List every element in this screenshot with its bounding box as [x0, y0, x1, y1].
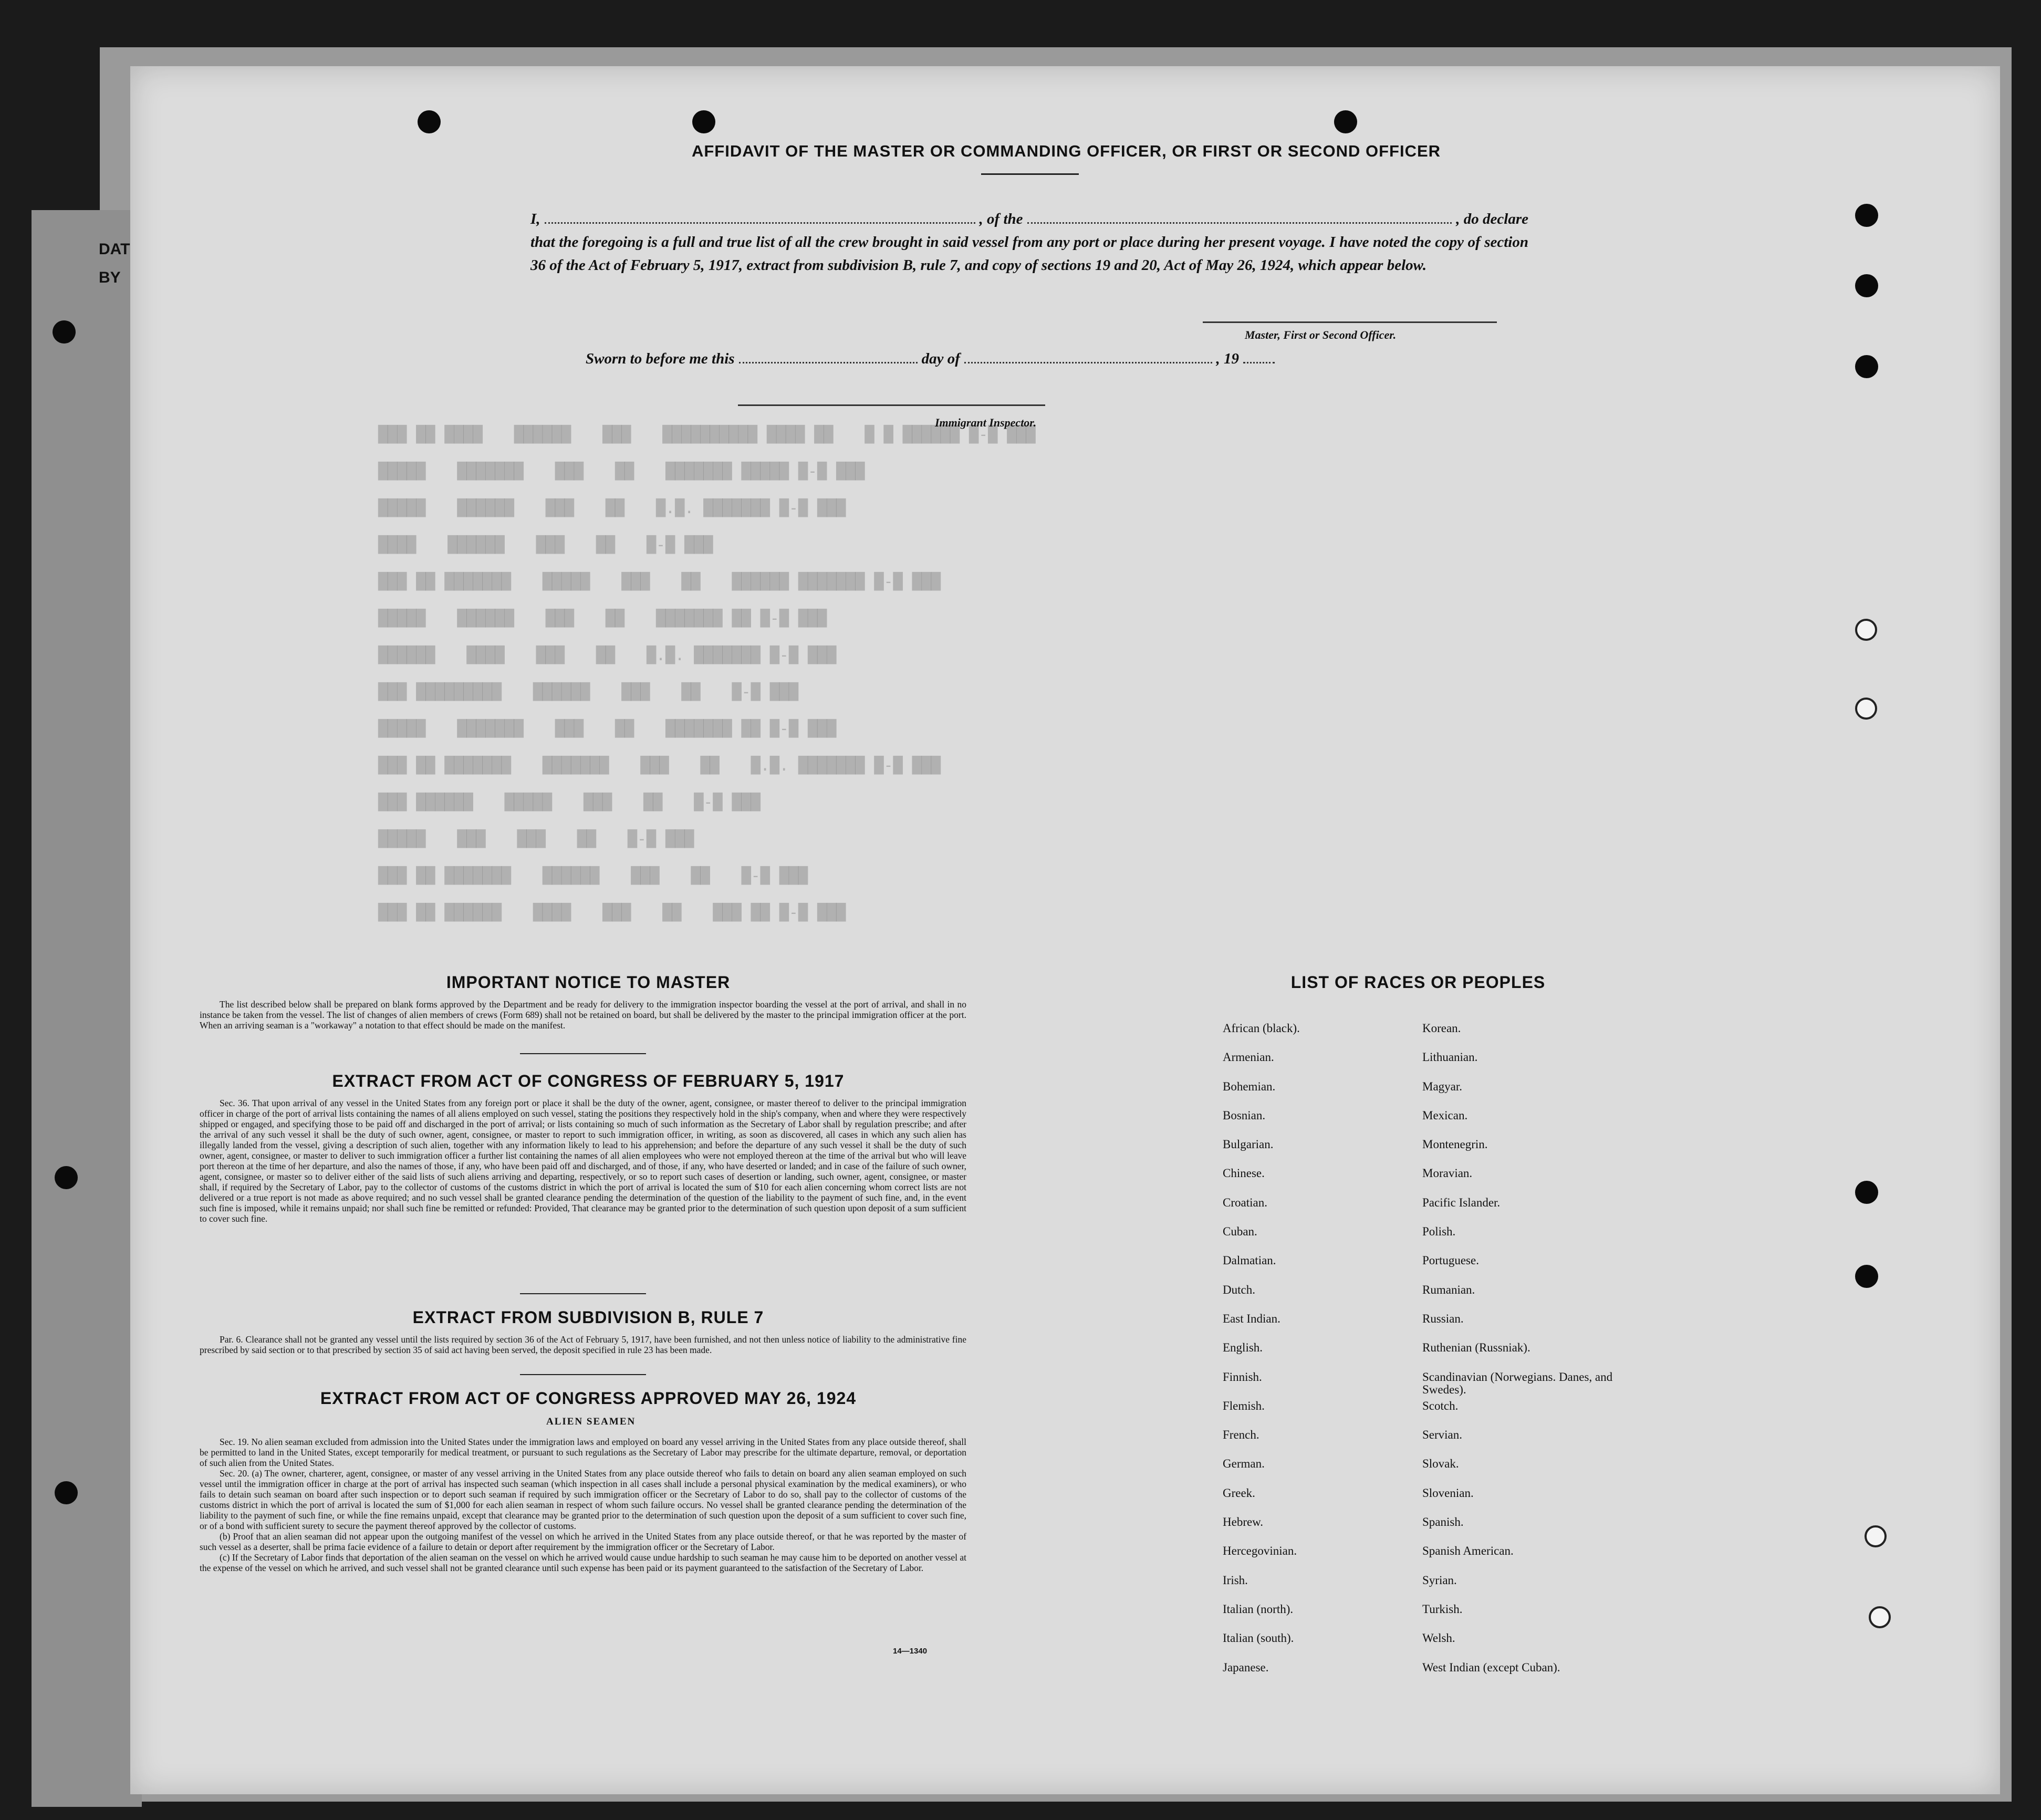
- race-item: Portuguese.: [1422, 1254, 1479, 1267]
- sworn-day-field[interactable]: [739, 349, 918, 363]
- race-item: Irish.: [1223, 1573, 1248, 1587]
- punch-hole: [1855, 1265, 1878, 1288]
- race-item: Finnish.: [1223, 1370, 1262, 1384]
- race-item: Bosnian.: [1223, 1108, 1266, 1122]
- declarant-name-field[interactable]: [545, 210, 975, 224]
- punch-hole: [1855, 1181, 1878, 1204]
- title-underline: [981, 173, 1079, 175]
- race-item: Korean.: [1422, 1022, 1461, 1035]
- divider: [520, 1053, 646, 1054]
- rule7-body: [200, 1334, 966, 1355]
- rule7-text: Par. 6. Clearance shall not be granted any vessel until the lists required by section 36 of the Act of February 5, 1917, have been furnished, and not then unless notice of liability to the administrative fine prescribed by said section or to that prescribed by section 35 of said act having been served, the deposit specified in rule 23 has been made.: [200, 1334, 966, 1355]
- sworn-year-label: , 19: [1216, 350, 1239, 367]
- race-item: Japanese.: [1223, 1660, 1269, 1674]
- race-item: German.: [1223, 1457, 1265, 1471]
- sec20c-text: (c) If the Secretary of Labor finds that deportation of the alien seaman on the vessel on which he arrived would cause undue hardship to such seaman he may cause him to be deported on another vessel at the expense of the vessel on which he arrived, and such vessel shall not be granted clearance until such expense has been paid or its payment guaranteed to the satisfaction of the Secretary of Labor.: [200, 1552, 966, 1573]
- race-item: Italian (south).: [1223, 1631, 1294, 1645]
- race-item: Greek.: [1223, 1486, 1255, 1500]
- race-item: Turkish.: [1422, 1602, 1463, 1616]
- notice-title: IMPORTANT NOTICE TO MASTER: [446, 973, 731, 992]
- sec19-text: Sec. 19. No alien seaman excluded from admission into the United States under the immigration laws and employed on board any vessel arriving in the United States from any place outside thereof, shall be permitted to land in the United States, except temporarily for medical treatment, or pursuant to such regulations as the Secretary of Labor may prescribe for the ultimate departure, removal, or deportation of such alien from the United States.: [200, 1437, 966, 1468]
- race-item: Magyar.: [1422, 1079, 1463, 1093]
- rule7-title: EXTRACT FROM SUBDIVISION B, RULE 7: [412, 1308, 764, 1327]
- sec36-text: Sec. 36. That upon arrival of any vessel in the United States from any foreign port or place it shall be the duty of the owner, agent, consignee, or master thereof to deliver to the principal immigration officer in charge of the port of arrival lists containing the names of all aliens employed on such vessel, stating the positions they respectively hold in the ship's company, when and where they were respectively shipped or engaged, and specifying those to be paid off and discharged in the port of arrival; or lists containing so much of such information as the Secretary of Labor shall by regulation prescribe; and after the arrival of any such vessel it shall be the duty of such owner, agent, consignee, or master to report to such immigration officer, in writing, as soon as discovered, all cases in which any such alien has illegally landed from the vessel, giving a description of such alien, together with any information likely to lead to his apprehension; and before the departure of any such vessel it shall be the duty of such owner, agent, consignee, or master to deliver to such immigration officer a further list containing the names of all alien employees who were not employed thereon at the time of the arrival but who will leave port thereon at the time of her departure, and also the names of those, if any, who have been paid off and discharged, and of those, if any, who have deserted or landed; and in case of the failure of such owner, agent, consignee, or master so to deliver either of the said lists of such aliens arriving and departing, respectively, or so to report such cases of desertion or landing, such owner, agent, consignee, or master shall, if required by the Secretary of Labor, pay to the collector of customs of the customs district in which the port of arrival is located the sum of $10 for each alien concerning whom correct lists are not delivered or a true report is not made as above required; and no such vessel shall be granted clearance pending the determination of the question of the liability to the payment of such fine, and, in the event such fine is imposed, while it remains unpaid; nor shall such fine be remitted or refunded: Provided, That clearance may be granted prior to the determination of such question upon deposit of a sum sufficient to cover such fine.: [200, 1098, 966, 1224]
- divider: [520, 1374, 646, 1375]
- race-item: East Indian.: [1223, 1312, 1280, 1325]
- reinforced-hole: [1869, 1606, 1891, 1628]
- race-item: Chinese.: [1223, 1167, 1265, 1180]
- punch-hole: [692, 110, 715, 133]
- reinforced-hole: [1865, 1525, 1887, 1547]
- race-item: Ruthenian (Russniak).: [1422, 1341, 1530, 1355]
- race-item: Russian.: [1422, 1312, 1464, 1325]
- vessel-name-field[interactable]: [1027, 210, 1452, 224]
- affidavit-body: [530, 207, 1528, 277]
- punch-hole: [1334, 110, 1357, 133]
- extract-1917-body: [200, 1098, 966, 1224]
- race-item: Lithuanian.: [1422, 1051, 1478, 1064]
- adjacent-page-label: DAT: [99, 241, 130, 258]
- race-item: Bohemian.: [1223, 1079, 1276, 1093]
- sec20b-text: (b) Proof that an alien seaman did not appear upon the outgoing manifest of the vessel on which he arrived in the United States from any place outside thereof, or that he was reported by the master of such vessel as a deserter, shall be prima facie evidence of a failure to detain or deport after requirement by the immigration officer or the Secretary of Labor.: [200, 1531, 966, 1552]
- divider: [520, 1293, 646, 1294]
- race-item: Mexican.: [1422, 1108, 1468, 1122]
- inspector-signature-line[interactable]: [738, 404, 1045, 406]
- sec20a-text: Sec. 20. (a) The owner, charterer, agent, consignee, or master of any vessel arriving in the United States from any place outside thereof who fails to detain on board any alien seaman employed on such vessel until the immigration officer in charge at the port of arrival has inspected such seaman (which inspection in all cases shall include a personal physical examination by the medical examiners), or who fails to detain such seaman on board after such inspection or to deport such seaman if required by such immigration officer or the Secretary of Labor to do so, shall pay to the collector of customs of the customs district in which the port of arrival is located the sum of $1,000 for each alien seaman in respect of whom such failure occurs. No vessel shall be granted clearance pending the determination of the liability to the payment of such fine, or while the fine remains unpaid, except that clearance may be granted prior to the determination of such question upon the deposit of a sum sufficient to cover such fine, or of a bond with sufficient surety to secure the payment thereof approved by the collector of customs.: [200, 1468, 966, 1531]
- race-item: English.: [1223, 1341, 1263, 1355]
- extract-1924-title: EXTRACT FROM ACT OF CONGRESS APPROVED MAY 26, 1924: [320, 1389, 857, 1408]
- race-item: Slovak.: [1422, 1457, 1459, 1471]
- race-item: Servian.: [1422, 1428, 1463, 1442]
- punch-hole: [53, 320, 76, 344]
- master-caption: Master, First or Second Officer.: [1245, 328, 1397, 341]
- sworn-line: [586, 349, 1279, 368]
- extract-1924-body: [200, 1437, 966, 1573]
- punch-hole: [1855, 204, 1878, 227]
- master-signature-line[interactable]: [1203, 321, 1497, 323]
- punch-hole: [1855, 274, 1878, 297]
- declarant-line: [530, 207, 1528, 231]
- race-item: Scandinavian (Norwegians. Danes, and Swedes).: [1422, 1370, 1613, 1396]
- race-item: Rumanian.: [1422, 1283, 1475, 1296]
- race-item: Bulgarian.: [1223, 1138, 1274, 1151]
- notice-body: [200, 999, 966, 1031]
- alien-seamen-subhead: ALIEN SEAMEN: [546, 1416, 636, 1427]
- race-item: Armenian.: [1223, 1051, 1274, 1064]
- race-item: Slovenian.: [1422, 1486, 1474, 1500]
- race-item: African (black).: [1223, 1022, 1300, 1035]
- race-item: Croatian.: [1223, 1195, 1267, 1209]
- extract-1917-title: EXTRACT FROM ACT OF CONGRESS OF FEBRUARY 5, 1917: [332, 1072, 845, 1090]
- races-title: LIST OF RACES OR PEOPLES: [1290, 973, 1546, 992]
- bleed-through-crew-list: ███ ██ ████ ██████ ███ ██████████ ████ ██ █ █ ██████ █-█ ███ █████ ███████ ███ ██ ███████ █████ █-█ ███ █████ ██████ ███ ██ █.█. ███████ █-█ ███ ████ ██████ ███ ██ █-█ ███ ███ ██ ███████ █████ ███ ██ ██████ ███████ █-█ ███ █████ ██████ ███ ██ ███████ ██ █-█ ███ ██████ ████ ███ ██ █.█. ███████ █-█ ███ ███ █████████ ██████ ███ ██ █-█ ███ █████ ███████ ███ ██ ███████ ██ █-█ ███ ███ ██ ███████ ███████ ███ ██ █.█. ███████ █-█ ███ ███ ██████ █████ ███ ██ █-█ ███ █████ ███ ███ ██ █-█ ███ ███ ██ ███████ ██████ ███ ██ █-█ ███ ███ ██ ██████ ████ ███ ██ ███ ██ █-█ ███: [378, 425, 1036, 922]
- race-item: Cuban.: [1223, 1225, 1257, 1239]
- notice-text: The list described below shall be prepared on blank forms approved by the Department and be ready for delivery to the immigration inspector boarding the vessel at the port of arrival, and shall in no instance be taken from the vessel. The list of changes of alien members of crews (Form 689) shall not be retained on board, but shall be delivered by the master to the principal immigration officer at the port. When an arriving seaman is a "workaway" a notation to that effect should be made on the manifest.: [200, 999, 966, 1031]
- race-item: Polish.: [1422, 1225, 1456, 1239]
- sworn-month-field[interactable]: [964, 349, 1212, 363]
- punch-hole: [55, 1166, 78, 1189]
- race-item: Welsh.: [1422, 1631, 1455, 1645]
- punch-hole: [55, 1481, 78, 1504]
- race-item: Pacific Islander.: [1422, 1195, 1501, 1209]
- punch-hole: [1855, 355, 1878, 378]
- race-item: Montenegrin.: [1422, 1138, 1488, 1151]
- race-item: Hebrew.: [1223, 1515, 1264, 1529]
- i-label: I,: [530, 211, 540, 227]
- sworn-prefix: Sworn to before me this: [586, 350, 735, 367]
- races-right-column: [1422, 1022, 1643, 1690]
- race-item: Italian (north).: [1223, 1602, 1294, 1616]
- race-item: Flemish.: [1223, 1399, 1265, 1412]
- race-item: Moravian.: [1422, 1167, 1473, 1180]
- race-item: Dutch.: [1223, 1283, 1255, 1296]
- race-item: Hercegovinian.: [1223, 1544, 1297, 1558]
- race-item: Syrian.: [1422, 1573, 1457, 1587]
- race-item: Dalmatian.: [1223, 1254, 1276, 1267]
- punch-hole: [418, 110, 441, 133]
- adjacent-page-label: BY: [99, 269, 121, 286]
- race-item: Spanish.: [1422, 1515, 1464, 1529]
- races-left-column: [1223, 1022, 1412, 1690]
- adjacent-page-strip: [32, 210, 142, 1807]
- affidavit-statement: that the foregoing is a full and true list of all the crew brought in said vessel from any port or place during her present voyage. I have noted the copy of section 36 of the Act of February 5, 1917, extract from subdivision B, rule 7, and copy of sections 19 and 20, Act of May 26, 1924, which appear below.: [530, 234, 1528, 274]
- sworn-day-label: day of: [921, 350, 960, 367]
- of-the-label: , of the: [979, 211, 1023, 227]
- form-number: 14—1340: [893, 1647, 928, 1656]
- race-item: Spanish American.: [1422, 1544, 1514, 1558]
- race-item: Scotch.: [1422, 1399, 1459, 1412]
- declare-label: , do declare: [1456, 211, 1528, 227]
- inspector-caption: Immigrant Inspector.: [935, 416, 1037, 429]
- race-item: French.: [1223, 1428, 1259, 1442]
- race-item: West Indian (except Cuban).: [1422, 1660, 1560, 1674]
- affidavit-title: AFFIDAVIT OF THE MASTER OR COMMANDING OFFICER, OR FIRST OR SECOND OFFICER: [691, 142, 1441, 160]
- sworn-year-field[interactable]: [1243, 349, 1275, 363]
